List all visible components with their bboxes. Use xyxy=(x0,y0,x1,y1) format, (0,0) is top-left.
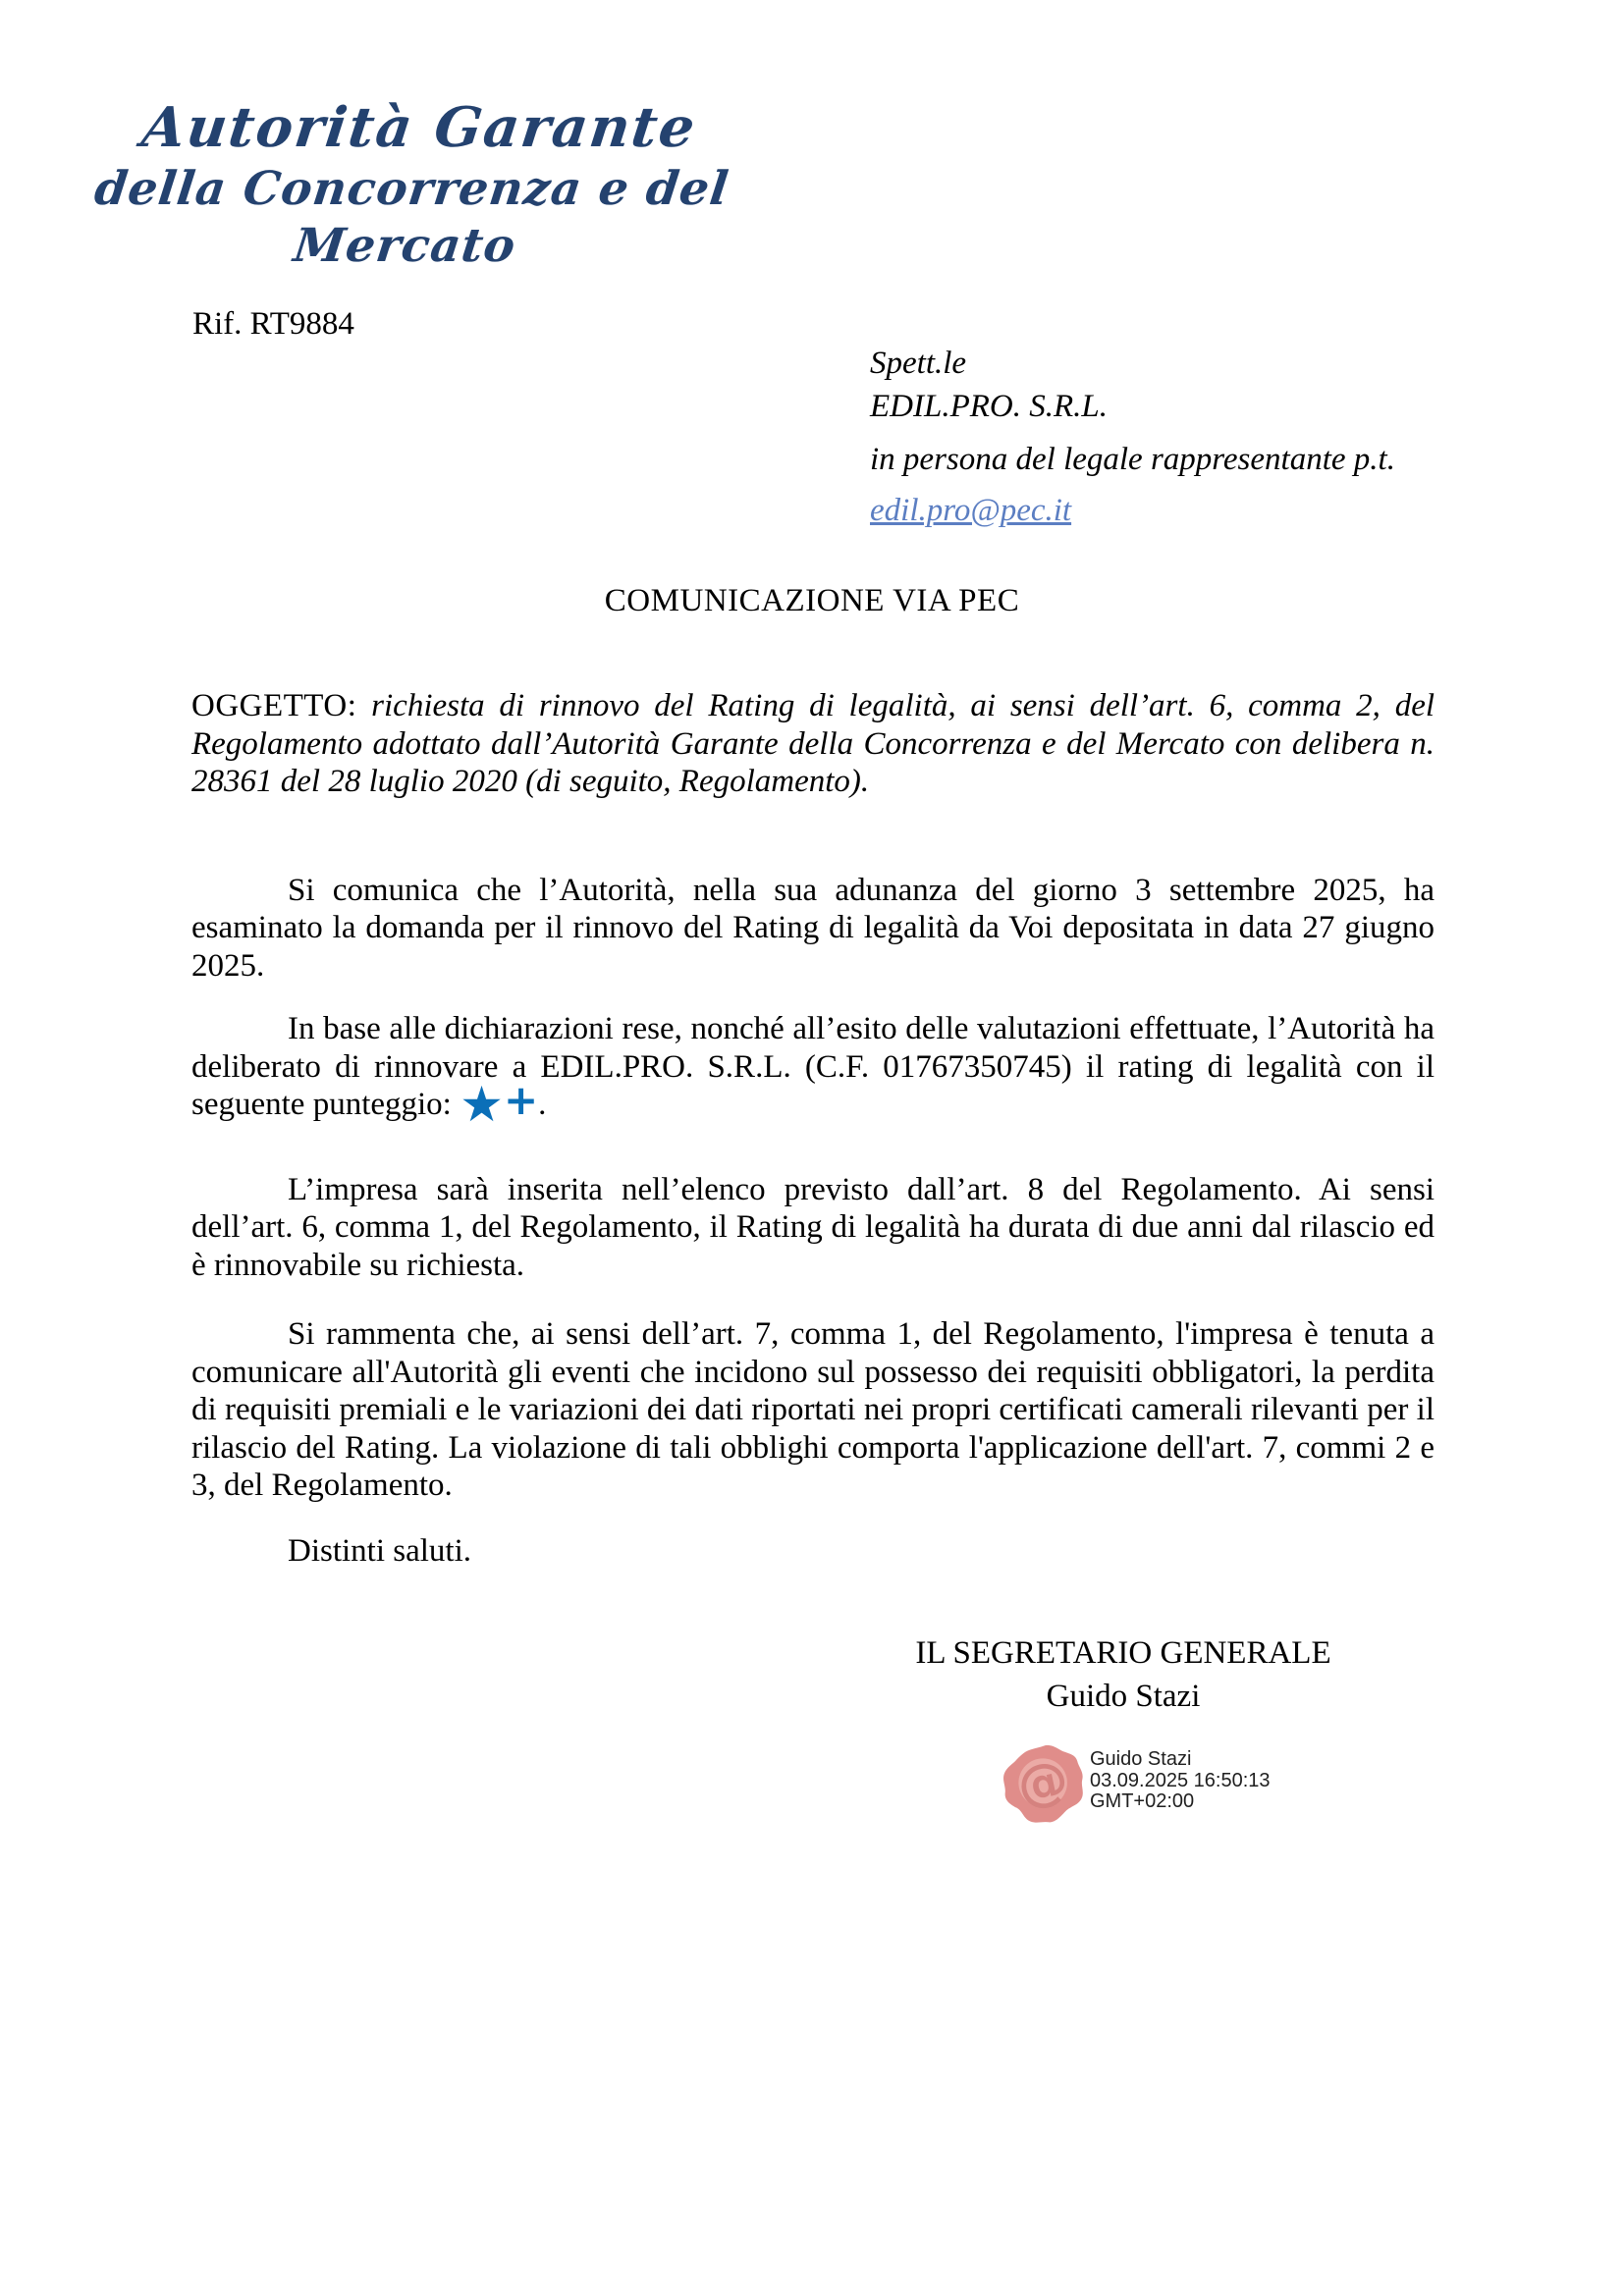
paragraph-rating-decision xyxy=(191,1010,1435,1133)
signer-role: IL SEGRETARIO GENERALE xyxy=(915,1635,1331,1671)
subject-label: OGGETTO: xyxy=(191,688,357,723)
paragraph-rating-text: In base alle dichiarazioni rese, nonché all’esito delle valutazioni effettuate, l’Autorità ha deliberato di rinnovare a EDIL.PRO. S.R.L. (C.F. 01767350745) il rating di legalità con il seguente punteggio: xyxy=(191,1011,1435,1122)
rating-star-icon: ★ xyxy=(460,1076,504,1133)
letterhead-line2: della Concorrenza e del Mercato xyxy=(91,162,732,273)
signer-name: Guido Stazi xyxy=(1046,1679,1201,1714)
recipient-block xyxy=(870,344,1395,530)
stamp-datetime: 03.09.2025 16:50:13 xyxy=(1090,1769,1271,1791)
recipient-email-link[interactable]: edil.pro@pec.it xyxy=(870,493,1072,528)
paragraph-elenco: L’impresa sarà inserita nell’elenco previsto dall’art. 8 del Regolamento. Ai sensi dell’art. 6, comma 1, del Regolamento, il Rating di legalità ha durata di due anni dal rilascio ed è rinnovabile su richiesta. xyxy=(191,1171,1435,1283)
closing-salutation: Distinti saluti. xyxy=(288,1532,472,1569)
stamp-signer-name: Guido Stazi xyxy=(1090,1748,1192,1770)
seal-at-glyph: @ xyxy=(1011,1748,1074,1817)
paragraph-adunanza: Si comunica che l’Autorità, nella sua adunanza del giorno 3 settembre 2025, ha esaminato la domanda per il rinnovo del Rating di legalità da Voi depositata in data 27 giugno 2025. xyxy=(191,872,1435,984)
digital-signature-info xyxy=(1090,1749,1271,1813)
recipient-company: EDIL.PRO. S.R.L. xyxy=(870,389,1108,424)
recipient-salutation: Spett.le xyxy=(870,346,967,381)
recipient-attention: in persona del legale rappresentante p.t. xyxy=(870,442,1395,477)
letter-body xyxy=(191,687,1435,1570)
subject-paragraph xyxy=(191,687,1435,801)
rating-plus-icon: + xyxy=(503,1076,539,1124)
document-title: COMUNICAZIONE VIA PEC xyxy=(604,583,1020,618)
stamp-timezone: GMT+02:00 xyxy=(1090,1790,1195,1812)
digital-seal-icon xyxy=(1001,1743,1086,1824)
signature-block xyxy=(911,1631,1335,1718)
letterhead-logo xyxy=(73,94,752,274)
rating-period: . xyxy=(538,1087,547,1122)
paragraph-obblighi: Si rammenta che, ai sensi dell’art. 7, comma 1, del Regolamento, l'impresa è tenuta a comunicare all'Autorità gli eventi che incidono sul possesso dei requisiti obbligatori, la perdita di requisiti premiali e le variazioni dei dati riportati nei propri certificati camerali rilevanti per il rilascio del Rating. La violazione di tali obblighi comporta l'applicazione dell'art. 7, commi 2 e 3, del Regolamento. xyxy=(191,1316,1435,1503)
letterhead-line1: Autorità Garante xyxy=(138,95,701,160)
subject-text: richiesta di rinnovo del Rating di legalità, ai sensi dell’art. 6, comma 2, del Regolamento adottato dall’Autorità Garante della Concorrenza e del Mercato con delibera n. 28361 del 28 luglio 2020 (di seguito, Regolamento). xyxy=(191,688,1435,799)
reference-number: Rif. RT9884 xyxy=(192,306,354,342)
